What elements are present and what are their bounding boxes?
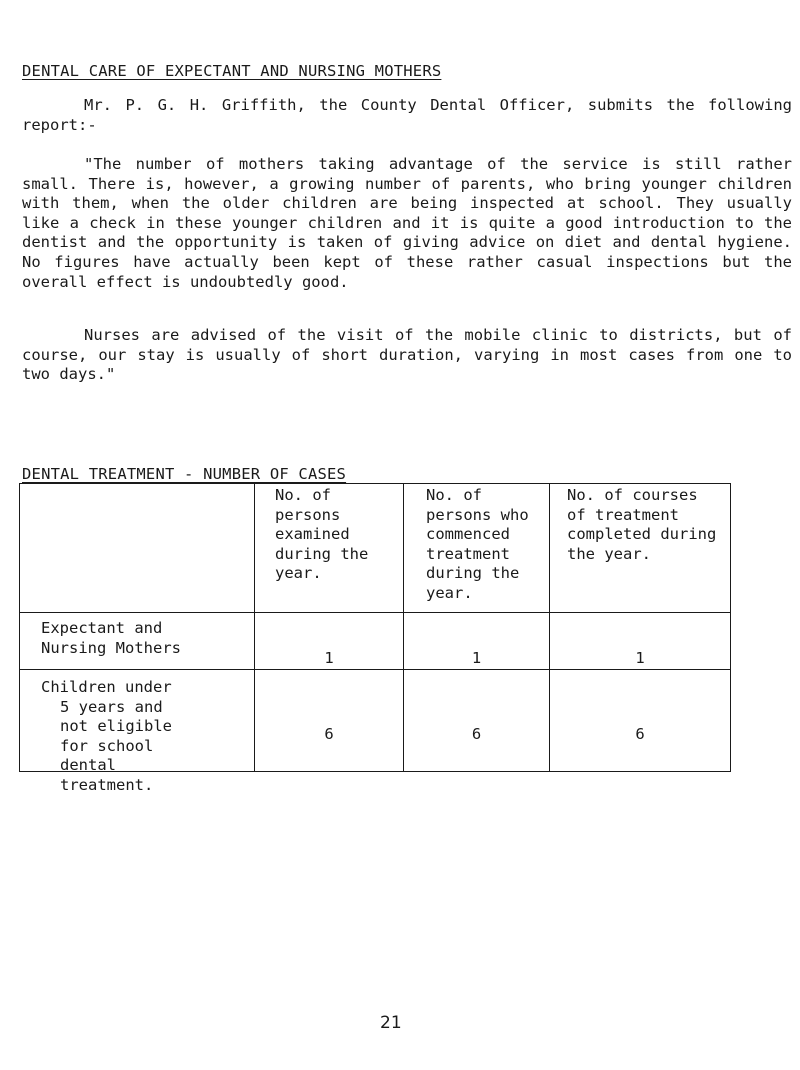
- row-label-line: 5 years and: [60, 697, 163, 716]
- table-row: [20, 670, 731, 772]
- row-label-cell: [20, 670, 255, 794]
- table-header-completed: [550, 484, 731, 613]
- intro-paragraph: Mr. P. G. H. Griffith, the County Dental Officer, submits the following report:-: [22, 96, 792, 134]
- row-label-line: Children under: [41, 678, 172, 696]
- table-header-commenced-text: No. of persons who commenced treatment during the year.: [426, 486, 529, 602]
- examined-cell: 1: [255, 613, 404, 670]
- table-header-commenced: [404, 484, 550, 613]
- table-row: [20, 613, 731, 670]
- examined-cell: 6: [255, 670, 404, 772]
- report-paragraph-2: Nurses are advised of the visit of the mobile clinic to districts, but of course, our stay is usually of short duration, varying in most cases from one to two days.": [22, 326, 792, 384]
- commenced-cell: 1: [404, 613, 550, 670]
- row-label-line: for school: [60, 736, 154, 755]
- row-label-line: not eligible: [60, 717, 172, 736]
- table-header-completed-text: No. of courses of treatment completed during the year.: [567, 486, 717, 563]
- page-number: 21: [380, 1013, 402, 1033]
- row-label-line: dental: [60, 756, 116, 775]
- commenced-cell: 6: [404, 670, 550, 772]
- row-label-line: Expectant and: [41, 619, 163, 637]
- completed-cell: 6: [550, 670, 731, 772]
- table-header-examined-text: No. of persons examined during the year.: [275, 486, 369, 583]
- table-heading: DENTAL TREATMENT - NUMBER OF CASES: [22, 465, 347, 483]
- document-title: DENTAL CARE OF EXPECTANT AND NURSING MOTHERS: [22, 62, 442, 80]
- dental-treatment-table: [19, 483, 731, 794]
- row-label-cell: [20, 613, 255, 670]
- table-header-blank: [20, 484, 255, 613]
- row-label-line: treatment.: [60, 775, 154, 794]
- report-paragraph-1: "The number of mothers taking advantage of the service is still rather small. There is, however, a growing number of parents, who bring younger children with them, when the older children are being inspected at school. They usually like a check in these younger children and it is quite a good introduction to the dentist and the opportunity is taken of giving advice on diet and dental hygiene. No figures have actually been kept of these rather casual inspections but the overall effect is undoubtedly good.: [22, 155, 792, 291]
- completed-cell: 1: [550, 613, 731, 670]
- row-label-line: Nursing Mothers: [41, 638, 181, 657]
- table-header-row: [20, 484, 731, 613]
- table-header-examined: [255, 484, 404, 613]
